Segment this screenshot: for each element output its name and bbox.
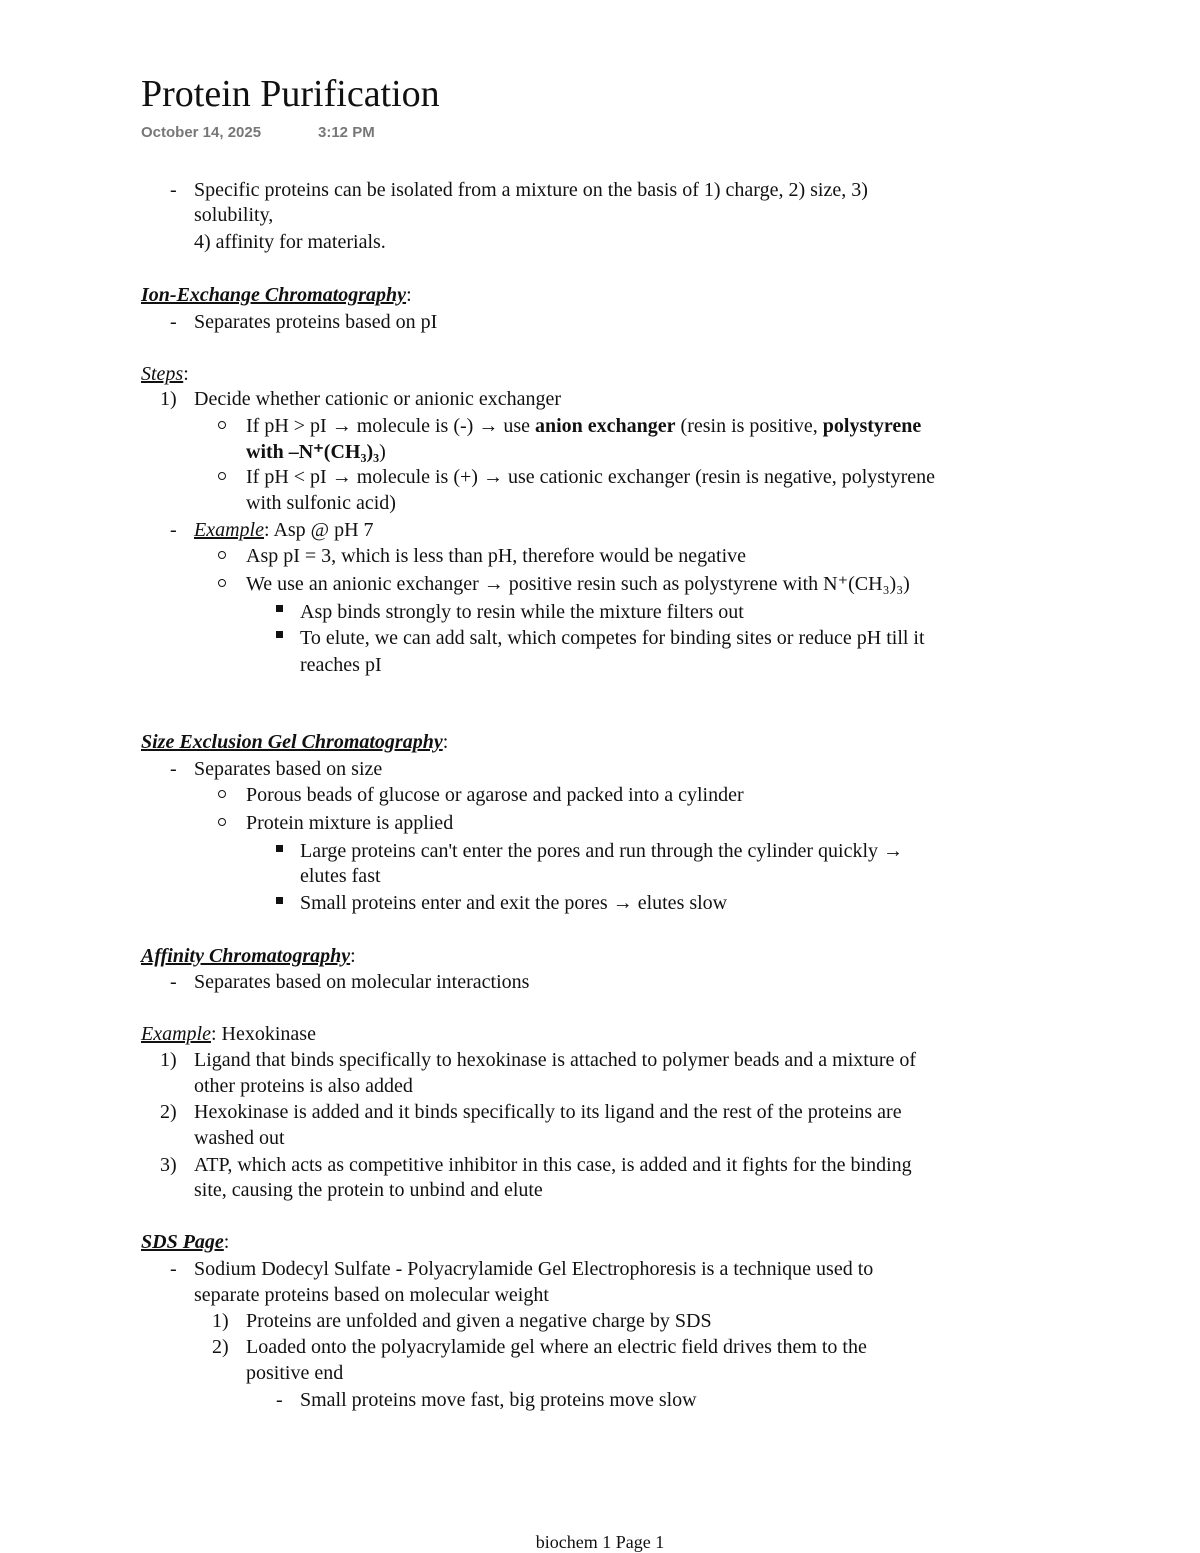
intro-line: 4) affinity for materials. <box>194 231 386 253</box>
square-bullet <box>276 897 283 904</box>
step-number: 1) <box>212 1310 229 1332</box>
intro-line: Specific proteins can be isolated from a mixture on the basis of 1) charge, 2) size, 3) <box>194 179 868 201</box>
list-item: Ligand that binds specifically to hexokinase is attached to polymer beads and a mixture of <box>194 1049 917 1071</box>
dash-bullet: - <box>170 758 177 780</box>
example-line: Example: Hexokinase <box>141 1023 316 1045</box>
step-number: 1) <box>160 1049 177 1071</box>
page-date: October 14, 2025 <box>141 124 262 141</box>
circle-bullet <box>218 790 226 798</box>
circle-bullet <box>218 818 226 826</box>
square-bullet <box>276 605 283 612</box>
list-item: separate proteins based on molecular weight <box>194 1284 549 1306</box>
list-item: with sulfonic acid) <box>246 492 396 514</box>
list-item: If pH > pI → molecule is (-) → use anion exchanger (resin is positive, polystyrene <box>246 415 922 437</box>
list-item: ATP, which acts as competitive inhibitor in this case, is added and it fights for the binding <box>194 1154 912 1176</box>
circle-bullet <box>218 579 226 587</box>
steps-label: Steps: <box>141 363 189 385</box>
page-time: 3:12 PM <box>318 124 375 141</box>
list-item: Small proteins enter and exit the pores → elutes slow <box>300 892 728 914</box>
page-title: Protein Purification <box>141 73 440 115</box>
list-item: If pH < pI → molecule is (+) → use cationic exchanger (resin is negative, polystyrene <box>246 466 936 488</box>
dash-bullet: - <box>170 1258 177 1280</box>
dash-bullet: - <box>170 179 177 201</box>
list-item: with –N⁺(CH₃)₃) <box>246 441 386 463</box>
list-item: Large proteins can't enter the pores and run through the cylinder quickly → <box>300 840 904 862</box>
list-item: Hexokinase is added and it binds specifically to its ligand and the rest of the proteins are <box>194 1101 902 1123</box>
square-bullet <box>276 631 283 638</box>
page-footer: biochem 1 Page 1 <box>535 1532 665 1552</box>
circle-bullet <box>218 421 226 429</box>
section-heading-size-exclusion: Size Exclusion Gel Chromatography: <box>141 731 449 753</box>
step-number: 2) <box>212 1336 229 1358</box>
list-item: positive end <box>246 1362 344 1384</box>
list-item: Loaded onto the polyacrylamide gel where an electric field drives them to the <box>246 1336 867 1358</box>
list-item: Proteins are unfolded and given a negative charge by SDS <box>246 1310 712 1332</box>
dash-bullet: - <box>170 971 177 993</box>
dash-bullet: - <box>170 311 177 333</box>
list-item: We use an anionic exchanger → positive resin such as polystyrene with N⁺(CH₃)₃) <box>246 573 910 595</box>
list-item: To elute, we can add salt, which competes for binding sites or reduce pH till it <box>300 627 925 649</box>
step-number: 3) <box>160 1154 177 1176</box>
list-item: site, causing the protein to unbind and elute <box>194 1179 543 1201</box>
intro-line: solubility, <box>194 204 274 226</box>
list-item: Protein mixture is applied <box>246 812 454 834</box>
circle-bullet <box>218 551 226 559</box>
list-item: Separates proteins based on pI <box>194 311 438 333</box>
list-item: Separates based on molecular interactions <box>194 971 530 993</box>
dash-bullet: - <box>276 1389 283 1411</box>
list-item: Sodium Dodecyl Sulfate - Polyacrylamide Gel Electrophoresis is a technique used to <box>194 1258 874 1280</box>
list-item: Separates based on size <box>194 758 383 780</box>
list-item: Asp binds strongly to resin while the mixture filters out <box>300 601 744 623</box>
list-item: elutes fast <box>300 865 381 887</box>
list-item: Asp pI = 3, which is less than pH, therefore would be negative <box>246 545 747 567</box>
list-item: washed out <box>194 1127 285 1149</box>
list-item: Porous beads of glucose or agarose and packed into a cylinder <box>246 784 744 806</box>
list-item: reaches pI <box>300 654 382 676</box>
section-heading-affinity: Affinity Chromatography: <box>141 945 356 967</box>
example-line: Example: Asp @ pH 7 <box>194 519 374 541</box>
step-number: 2) <box>160 1101 177 1123</box>
square-bullet <box>276 845 283 852</box>
list-item: other proteins is also added <box>194 1075 413 1097</box>
dash-bullet: - <box>170 519 177 541</box>
section-heading-ion-exchange: Ion-Exchange Chromatography: <box>141 284 412 306</box>
list-item: Small proteins move fast, big proteins move slow <box>300 1389 697 1411</box>
list-item: Decide whether cationic or anionic exchanger <box>194 388 562 410</box>
step-number: 1) <box>160 388 177 410</box>
circle-bullet <box>218 472 226 480</box>
section-heading-sds-page: SDS Page: <box>141 1231 230 1253</box>
